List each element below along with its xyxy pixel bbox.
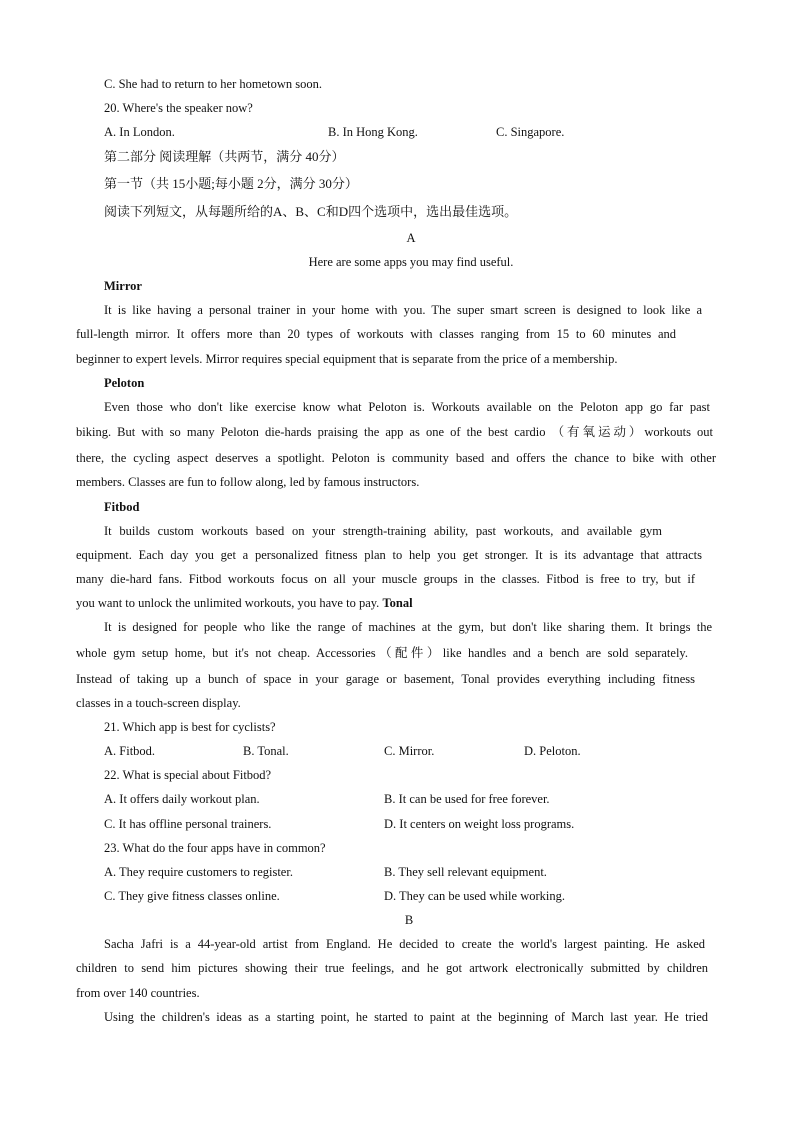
fitbod-heading: Fitbod [104, 500, 140, 514]
passage-b-letter: B [404, 913, 414, 927]
passage-b-line-4: Using the children's ideas as a starting point, he started to paint at the beginning of March last year. He tried [104, 1010, 708, 1024]
tonal-line-2: whole gym setup home, but it's not cheap. Accessories（配件）like handles and a bench are sold separately. [76, 646, 688, 660]
mirror-heading: Mirror [104, 279, 142, 293]
q22-stem: 22. What is special about Fitbod? [104, 768, 272, 782]
q23-option-d: D. They can be used while working. [384, 889, 565, 903]
instruction: 阅读下列短文，从每题所给的A、B、C和D四个选项中，选出最佳选项。 [104, 204, 518, 219]
peloton-line-2: biking. But with so many Peloton die-hards praising the app as one of the best cardio （有氧运动）workouts out [76, 425, 713, 439]
q23-option-b: B. They sell relevant equipment. [384, 865, 547, 879]
q22-option-a: A. It offers daily workout plan. [104, 792, 260, 806]
tonal-line-4: classes in a touch-screen display. [76, 696, 241, 710]
passage-b-line-2: children to send him pictures showing their true feelings, and he got artwork electronically submitted by children [76, 961, 708, 975]
q21-stem: 21. Which app is best for cyclists? [104, 720, 276, 734]
part2-title: 第二部分 阅读理解（共两节，满分 40分） [104, 149, 345, 164]
q23-stem: 23. What do the four apps have in common? [104, 841, 326, 855]
peloton-line-3: there, the cycling aspect deserves a spotlight. Peloton is community based and offers the chance to bike with other [76, 451, 716, 465]
fitbod-line-3: many die-hard fans. Fitbod workouts focus on all your muscle groups in the classes. Fitbod is free to try, but if [76, 572, 695, 586]
peloton-line-1: Even those who don't like exercise know what Peloton is. Workouts available on the Peloton app go far past [104, 400, 710, 414]
q21-option-d: D. Peloton. [524, 744, 581, 758]
fitbod-line-4-text: you want to unlock the unlimited workouts, you have to pay. [76, 596, 380, 610]
q19-option-c: C. She had to return to her hometown soon. [104, 77, 323, 91]
q20-stem: 20. Where's the speaker now? [104, 101, 253, 115]
q21-option-b: B. Tonal. [243, 744, 289, 758]
q22-option-b: B. It can be used for free forever. [384, 792, 550, 806]
section1-title: 第一节（共 15小题;每小题 2分，满分 30分） [104, 176, 358, 191]
fitbod-line-2: equipment. Each day you get a personalized fitness plan to help you get stronger. It is its advantage that attracts [76, 548, 702, 562]
q23-option-a: A. They require customers to register. [104, 865, 293, 879]
peloton-heading: Peloton [104, 376, 145, 390]
q20-option-c: C. Singapore. [496, 125, 565, 139]
passage-a-intro: Here are some apps you may find useful. [308, 255, 514, 269]
tonal-line-1: It is designed for people who like the range of machines at the gym, but don't like sharing them. It brings the [104, 620, 712, 634]
q22-option-d: D. It centers on weight loss programs. [384, 817, 575, 831]
q22-option-c: C. It has offline personal trainers. [104, 817, 272, 831]
fitbod-line-4 [76, 594, 413, 612]
fitbod-line-1: It builds custom workouts based on your strength-training ability, past workouts, and available gym [104, 524, 662, 538]
q20-option-a: A. In London. [104, 125, 175, 139]
q23-option-c: C. They give fitness classes online. [104, 889, 280, 903]
q20-option-b: B. In Hong Kong. [328, 125, 418, 139]
peloton-line-4: members. Classes are fun to follow along, led by famous instructors. [76, 475, 420, 489]
mirror-line-1: It is like having a personal trainer in your home with you. The super smart screen is designed to look like a [104, 303, 702, 317]
q21-option-a: A. Fitbod. [104, 744, 156, 758]
mirror-line-3: beginner to expert levels. Mirror requires special equipment that is separate from the price of a membership. [76, 352, 618, 366]
mirror-line-2: full-length mirror. It offers more than 20 types of workouts with classes ranging from 15 to 60 minutes and [76, 327, 676, 341]
passage-a-letter: A [406, 231, 416, 245]
tonal-heading: Tonal [382, 596, 413, 610]
tonal-line-3: Instead of taking up a bunch of space in your garage or basement, Tonal provides everything including fitness [76, 672, 695, 686]
passage-b-line-1: Sacha Jafri is a 44-year-old artist from England. He decided to create the world's largest painting. He asked [104, 937, 705, 951]
passage-b-line-3: from over 140 countries. [76, 986, 200, 1000]
q21-option-c: C. Mirror. [384, 744, 435, 758]
